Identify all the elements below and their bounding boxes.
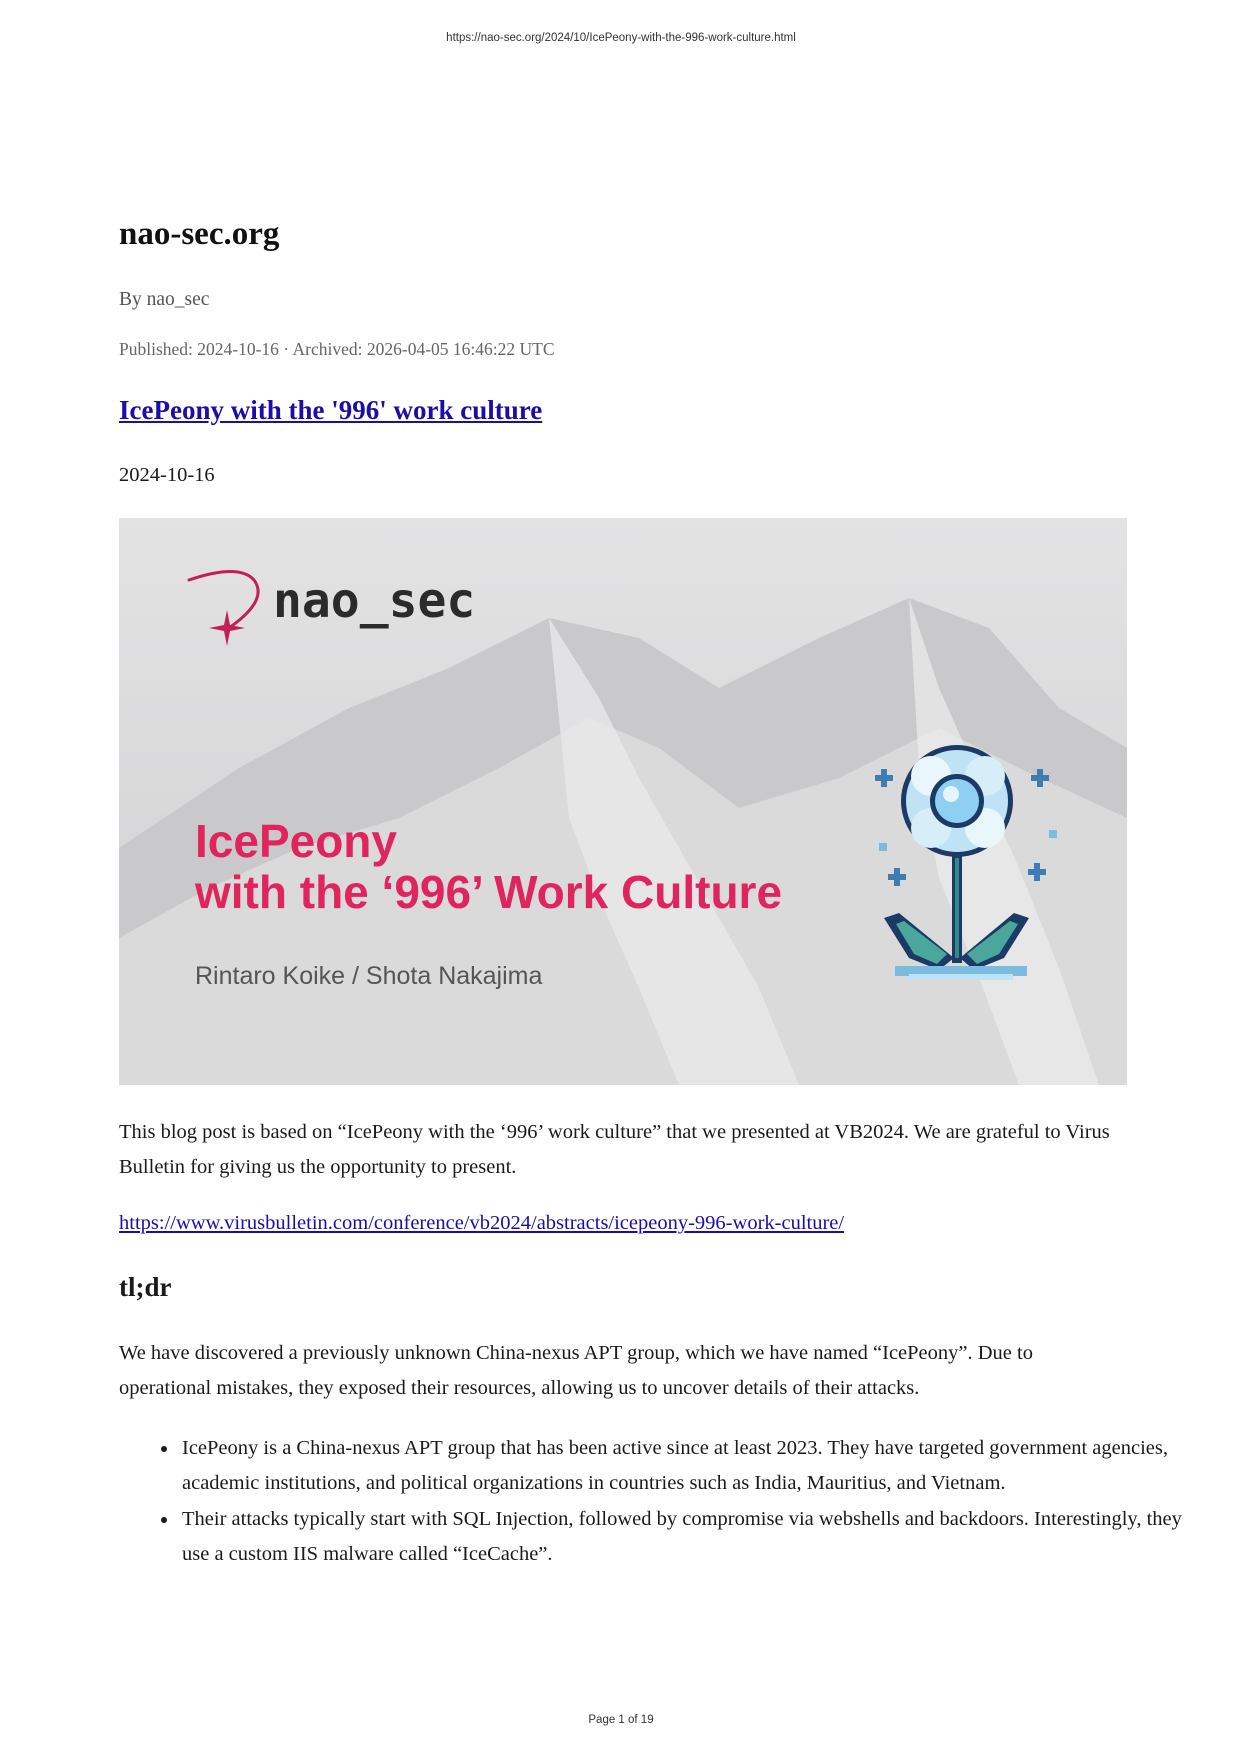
tldr-bullet-list xyxy=(119,1431,1190,1573)
post-title xyxy=(119,395,542,426)
hero-title-line2: with the ‘996’ Work Culture xyxy=(195,866,783,918)
post-title-link[interactable]: IcePeony with the '996' work culture xyxy=(119,395,543,425)
list-item: IcePeony is a China-nexus APT group that has been active since at least 2023. They have targeted government agencies, academic institutions, and political organizations in countries such as India, Mauritius, and Vietnam. xyxy=(182,1431,1190,1501)
vb2024-link-line xyxy=(119,1212,844,1235)
tldr-paragraph: We have discovered a previously unknown China-nexus APT group, which we have named “IcePeony”. Due to operational mistakes, they exposed their resources, allowing us to uncover details of their attacks. xyxy=(119,1342,1033,1399)
byline: By nao_sec xyxy=(119,289,210,310)
print-url-header: https://nao-sec.org/2024/10/IcePeony-with-the-996-work-culture.html xyxy=(446,32,796,44)
hero-banner-svg xyxy=(119,518,1127,1085)
tldr-heading: tl;dr xyxy=(119,1272,172,1302)
hero-brand-text: nao_sec xyxy=(273,573,476,629)
page-number-footer: Page 1 of 19 xyxy=(588,1714,654,1726)
hero-title-line1: IcePeony xyxy=(195,815,397,867)
hero-authors: Rintaro Koike / Shota Nakajima xyxy=(195,962,543,990)
hero-banner-image xyxy=(119,518,1127,1085)
publish-meta: Published: 2024-10-16 · Archived: 2026-04-05 16:46:22 UTC xyxy=(119,339,555,359)
site-title: nao-sec.org xyxy=(119,216,280,252)
list-item: Their attacks typically start with SQL Injection, followed by compromise via webshells and backdoors. Interestingly, they use a custom IIS malware called “IceCache”. xyxy=(182,1502,1190,1572)
vb2024-abstract-link[interactable]: https://www.virusbulletin.com/conference/vb2024/abstracts/icepeony-996-work-culture/ xyxy=(119,1212,845,1234)
post-date: 2024-10-16 xyxy=(119,464,215,486)
intro-paragraph: This blog post is based on “IcePeony with the ‘996’ work culture” that we presented at VB2024. We are grateful to Virus Bulletin for giving us the opportunity to present. xyxy=(119,1121,1110,1178)
